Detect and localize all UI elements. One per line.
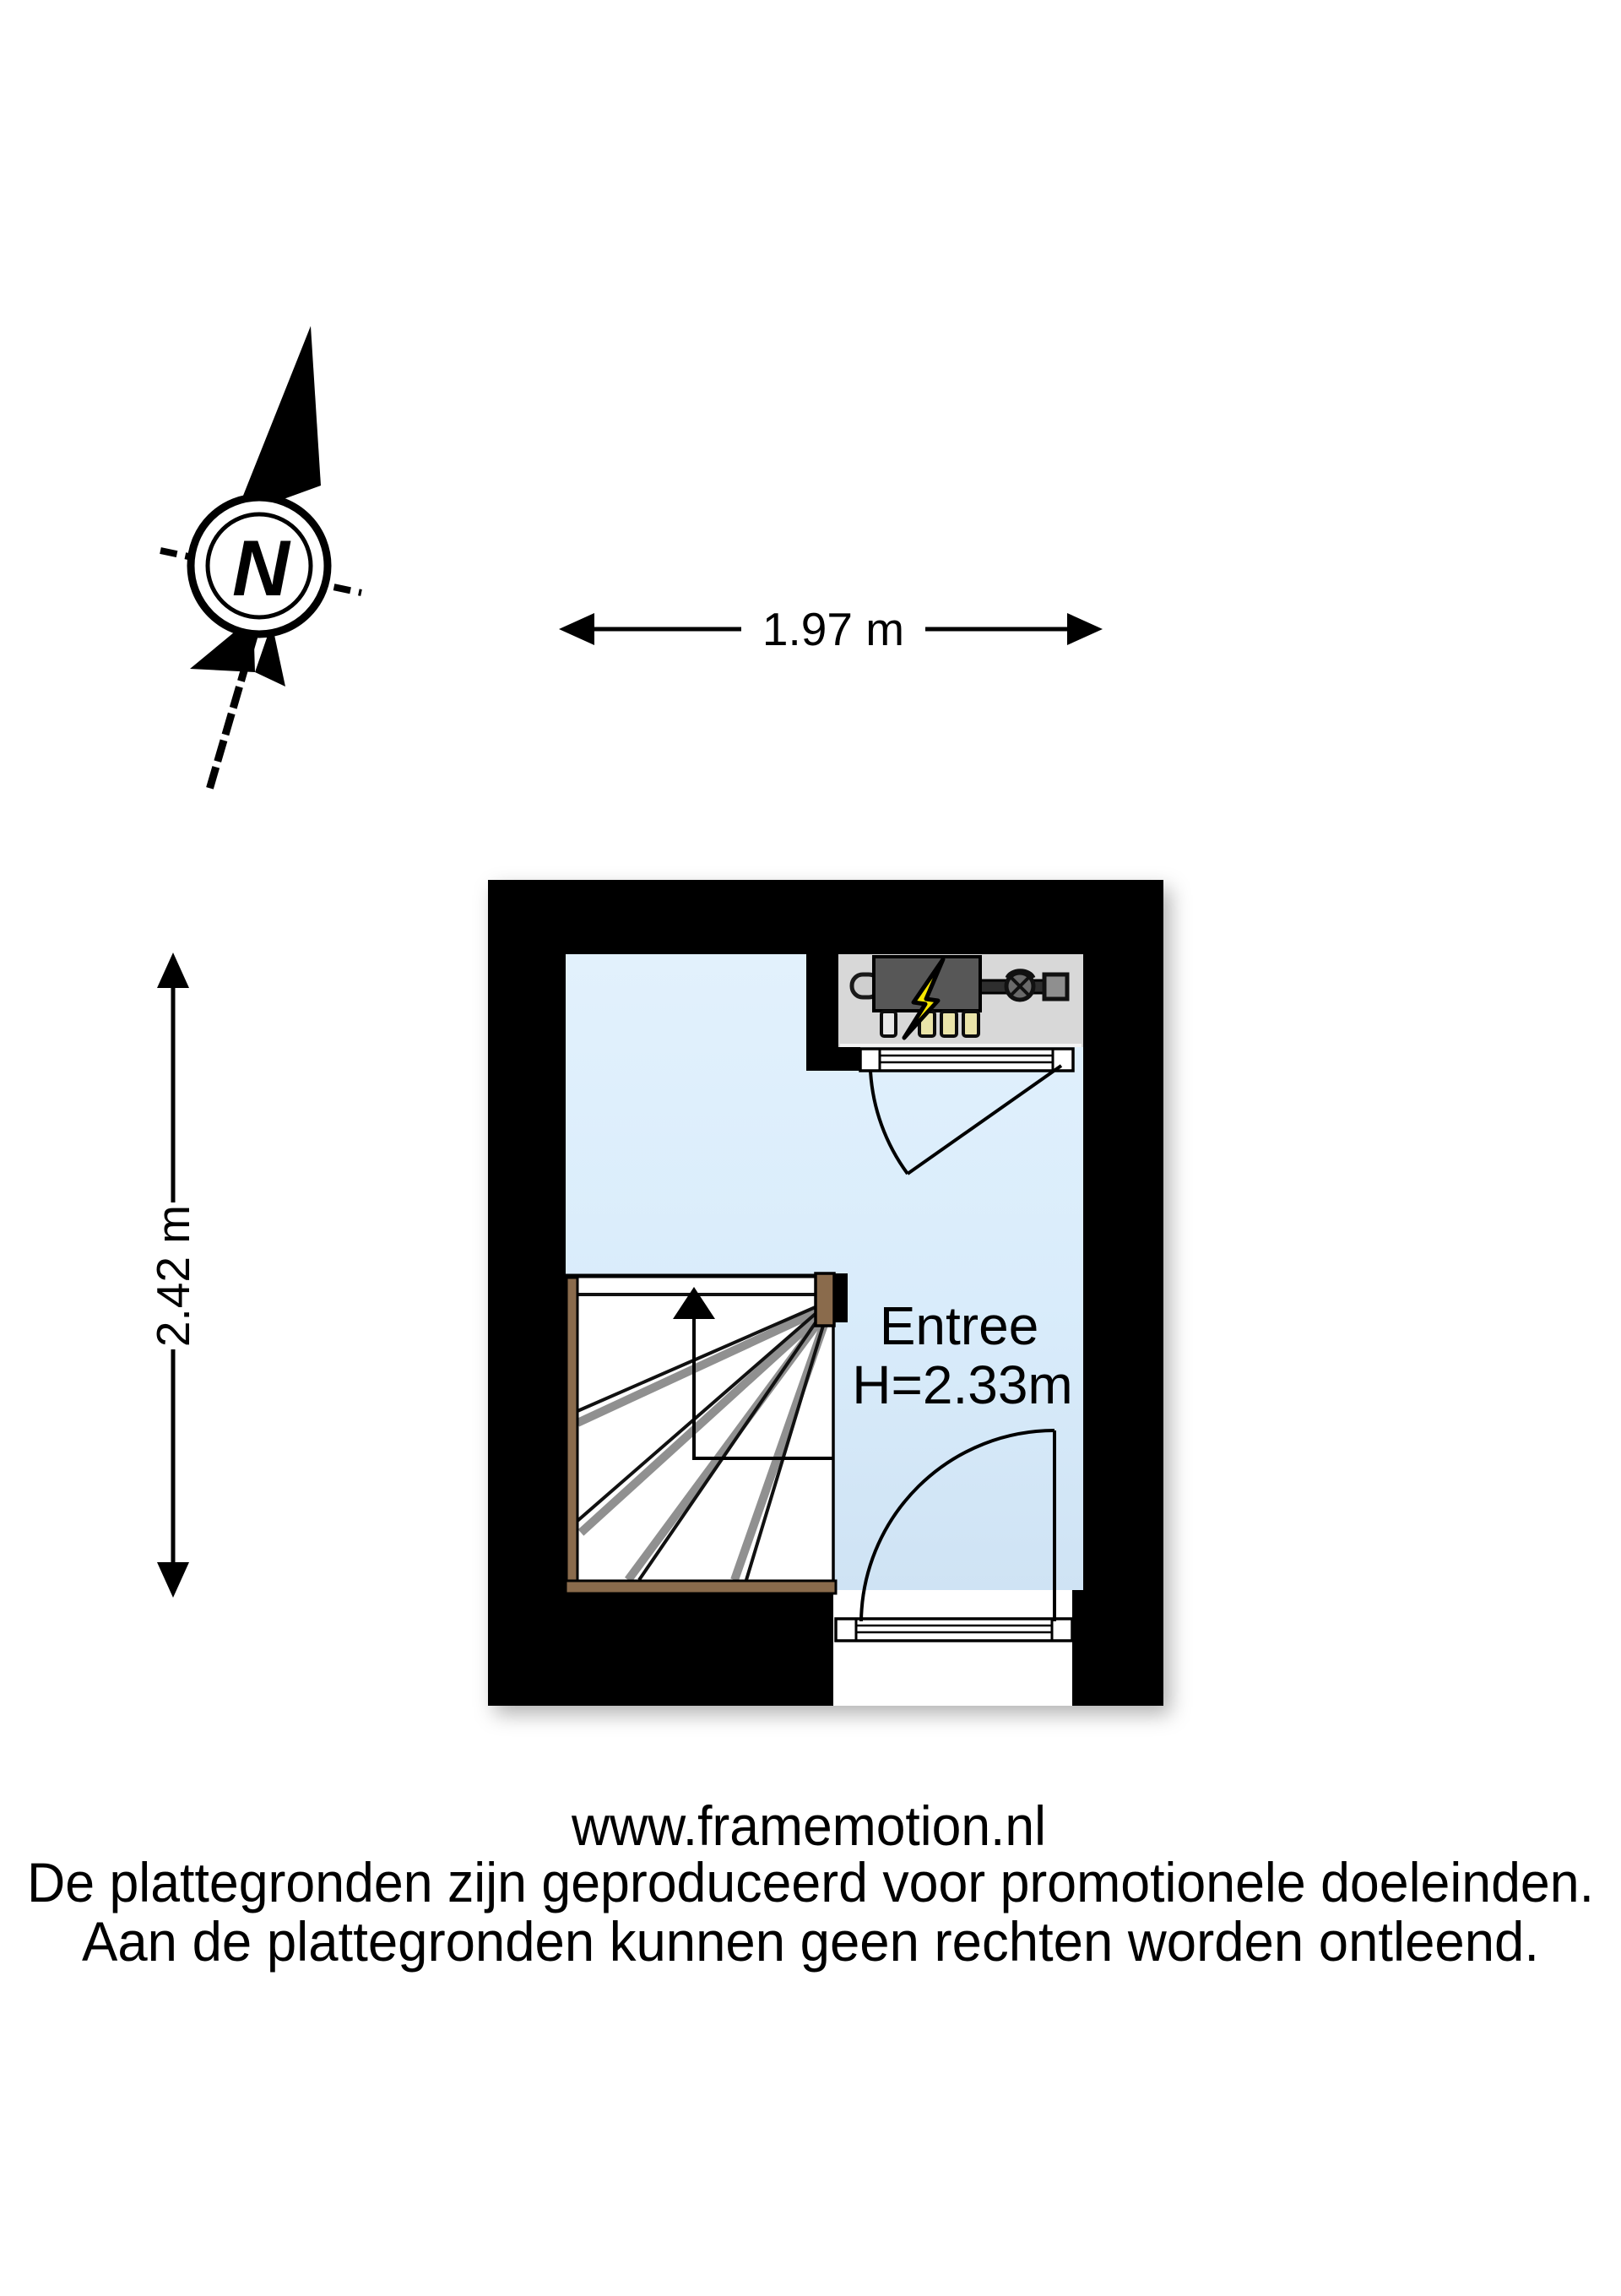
- footer-website: www.framemotion.nl: [571, 1794, 1046, 1857]
- dimension-width: [559, 603, 1103, 655]
- newel-post-cap: [834, 1273, 848, 1322]
- floorplan: [488, 880, 1163, 1706]
- compass-icon: [160, 326, 361, 790]
- arrow-right-icon: [1067, 613, 1103, 645]
- dimension-width-label: 1.97 m: [762, 603, 905, 655]
- stair-stringer-left: [567, 1278, 577, 1591]
- fuse: [963, 1012, 979, 1036]
- door-opening: [833, 1590, 1072, 1706]
- dimension-height-label: 2.42 m: [147, 1204, 199, 1348]
- fuse: [941, 1012, 957, 1036]
- valve-icon: [1006, 971, 1033, 1000]
- arrow-left-icon: [559, 613, 594, 645]
- footer-disclaimer-line1: De plattegronden zijn geproduceerd voor promotionele doeleinden.: [27, 1851, 1594, 1913]
- footer-disclaimer-line2: Aan de plattegronden kunnen geen rechten worden ontleend.: [82, 1910, 1539, 1973]
- meter-cupboard: [838, 954, 1083, 1047]
- door-threshold: [836, 1619, 1072, 1641]
- room-label: Entree: [879, 1295, 1039, 1356]
- door-threshold: [860, 1049, 1073, 1071]
- ceiling-height-label: H=2.33m: [852, 1354, 1073, 1415]
- compass-north-needle: [235, 326, 321, 517]
- arrow-up-icon: [157, 953, 189, 988]
- fuse: [881, 1012, 896, 1036]
- dimension-height: [147, 953, 199, 1598]
- stair-stringer-bottom: [566, 1581, 836, 1593]
- gas-meter-box: [1044, 974, 1067, 999]
- newel-post: [816, 1273, 834, 1326]
- compass-north-label: N: [232, 524, 290, 612]
- staircase: [566, 1273, 848, 1593]
- arrow-down-icon: [157, 1562, 189, 1598]
- footer: [27, 1794, 1594, 1973]
